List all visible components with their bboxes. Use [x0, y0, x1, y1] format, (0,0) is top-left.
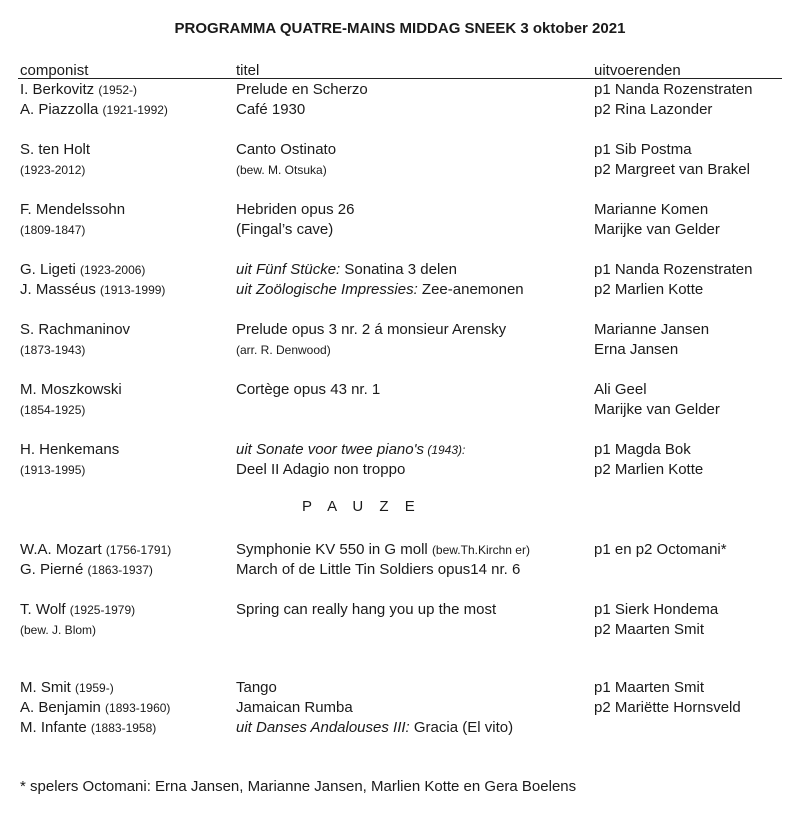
composer-line: [20, 380, 122, 400]
composer-name: G. Ligeti: [20, 261, 76, 278]
title-text: Prelude opus 3 nr. 2 á monsieur Arensky: [236, 321, 507, 338]
title-line: [236, 80, 368, 100]
composer-line: [20, 678, 170, 698]
title-text: Hebriden opus 26: [236, 201, 355, 218]
title-text: Cortège opus 43 nr. 1: [236, 381, 381, 398]
title-line: [236, 698, 513, 718]
composer-line: [20, 200, 125, 220]
composer-years: (1952-): [98, 83, 138, 97]
composer-line: [20, 460, 119, 480]
composer-line: [20, 220, 125, 240]
title-text: uit Fünf Stücke:: [236, 261, 341, 278]
composer-name: T. Wolf: [20, 601, 66, 618]
performers-cell: [594, 140, 750, 180]
performer-name: Marianne Komen: [594, 201, 709, 218]
performer-name: p2 Maarten Smit: [594, 621, 705, 638]
composer-name: W.A. Mozart: [20, 541, 102, 558]
performers-cell: [594, 260, 752, 300]
composer-cell: [20, 440, 119, 480]
composer-line: [20, 400, 122, 420]
title-line: [236, 440, 465, 460]
title-line: [236, 540, 530, 560]
title-text: Symphonie KV 550 in G moll: [236, 541, 432, 558]
composer-line: [20, 560, 171, 580]
composer-years: (1913-1999): [100, 283, 166, 297]
performer-name: p1 Maarten Smit: [594, 679, 705, 696]
title-text: (Fingal’s cave): [236, 221, 334, 238]
composer-line: [20, 280, 165, 300]
composer-cell: [20, 80, 168, 120]
performer-name: p2 Marlien Kotte: [594, 461, 704, 478]
title-line: [236, 620, 496, 640]
title-text: (bew. M. Otsuka): [236, 163, 327, 177]
title-cell: [236, 140, 336, 180]
performer-name: p1 Sib Postma: [594, 141, 692, 158]
performer-name: Marianne Jansen: [594, 321, 710, 338]
performer-name: Marijke van Gelder: [594, 401, 720, 418]
title-cell: [236, 440, 465, 480]
performers-cell: [594, 320, 709, 360]
title-line: [236, 340, 506, 360]
composer-line: [20, 80, 168, 100]
title-line: [236, 320, 506, 340]
composer-years: (1854-1925): [20, 403, 86, 417]
composer-years: (1923-2012): [20, 163, 86, 177]
performers-cell: [594, 540, 727, 560]
performer-name: p2 Mariëtte Hornsveld: [594, 699, 741, 716]
title-cell: [236, 540, 530, 580]
performers-cell: [594, 600, 718, 640]
title-cell: [236, 380, 380, 420]
performer-name: p1 Nanda Rozenstraten: [594, 261, 753, 278]
composer-cell: [20, 540, 171, 580]
composer-line: [20, 698, 170, 718]
title-text: uit Danses Andalouses III:: [236, 719, 410, 736]
performers-cell: [594, 200, 720, 240]
title-text: Canto Ostinato: [236, 141, 337, 158]
title-text: March of de Little Tin Soldiers opus14 nr. 6: [236, 561, 521, 578]
composer-name: A. Benjamin: [20, 699, 101, 716]
performer-name: Erna Jansen: [594, 341, 679, 358]
title-text: Spring can really hang you up the most: [236, 601, 497, 618]
composer-name: G. Pierné: [20, 561, 84, 578]
composer-years: (1959-): [75, 681, 114, 695]
title-cell: [236, 678, 513, 738]
composer-line: [20, 620, 135, 640]
title-text: uit Sonate voor twee piano's: [236, 441, 424, 458]
title-cell: [236, 80, 368, 120]
title-line: [236, 280, 524, 300]
composer-name: F. Mendelssohn: [20, 201, 126, 218]
composer-name: M. Smit: [20, 679, 71, 696]
composer-line: [20, 440, 119, 460]
title-text: (1943):: [423, 443, 466, 457]
performer-name: p1 en p2 Octomani*: [594, 541, 727, 558]
title-line: [236, 380, 380, 400]
title-cell: [236, 600, 496, 640]
composer-cell: [20, 260, 165, 300]
composer-name: I. Berkovitz: [20, 81, 95, 98]
title-text: Café 1930: [236, 101, 306, 118]
header-composer: componist: [20, 62, 89, 79]
performers-cell: [594, 80, 752, 120]
header-performers: uitvoerenden: [594, 62, 681, 79]
title-text: Prelude en Scherzo: [236, 81, 368, 98]
composer-line: [20, 718, 170, 738]
footnote: * spelers Octomani: Erna Jansen, Marianne Jansen, Marlien Kotte en Gera Boelens: [20, 778, 577, 795]
composer-years: (1893-1960): [105, 701, 171, 715]
title-line: [236, 400, 380, 420]
composer-years: (1925-1979): [69, 603, 136, 617]
title-line: [236, 678, 513, 698]
composer-name: M. Infante: [20, 719, 87, 736]
performers-cell: [594, 380, 720, 420]
composer-name: S. ten Holt: [20, 141, 91, 158]
page-title: PROGRAMMA QUATRE-MAINS MIDDAG SNEEK 3 oktober 2021: [174, 20, 626, 37]
composer-cell: [20, 320, 130, 360]
composer-years: (1873-1943): [20, 343, 86, 357]
composer-years: (1921-1992): [102, 103, 168, 117]
title-line: [236, 718, 513, 738]
performer-name: p2 Marlien Kotte: [594, 281, 704, 298]
composer-cell: [20, 678, 170, 738]
composer-name: A. Piazzolla: [20, 101, 99, 118]
composer-line: [20, 340, 130, 360]
title-text: Sonatina 3 delen: [340, 261, 457, 278]
title-text: Jamaican Rumba: [236, 699, 353, 716]
title-line: [236, 560, 530, 580]
title-line: [236, 460, 465, 480]
composer-name: J. Masséus: [20, 281, 96, 298]
pauze-label: P A U Z E: [302, 498, 421, 515]
composer-cell: [20, 600, 135, 640]
composer-years: (bew. J. Blom): [20, 623, 97, 637]
title-text: Zee-anemonen: [417, 281, 524, 298]
composer-years: (1809-1847): [20, 223, 86, 237]
performer-name: p1 Nanda Rozenstraten: [594, 81, 753, 98]
composer-cell: [20, 380, 122, 420]
composer-cell: [20, 140, 90, 180]
performers-cell: [594, 678, 741, 718]
performers-cell: [594, 440, 703, 480]
performer-name: p1 Sierk Hondema: [594, 601, 719, 618]
title-text: Tango: [236, 679, 277, 696]
composer-cell: [20, 200, 125, 240]
title-text: Deel II Adagio non troppo: [236, 461, 406, 478]
performer-name: p1 Magda Bok: [594, 441, 691, 458]
composer-line: [20, 160, 90, 180]
title-line: [236, 600, 496, 620]
title-text: (bew.Th.Kirchn er): [431, 543, 530, 557]
composer-years: (1863-1937): [87, 563, 153, 577]
composer-line: [20, 540, 171, 560]
composer-line: [20, 260, 165, 280]
composer-years: (1913-1995): [20, 463, 86, 477]
performer-name: p2 Rina Lazonder: [594, 101, 713, 118]
title-line: [236, 100, 368, 120]
title-line: [236, 140, 336, 160]
title-line: [236, 220, 354, 240]
title-text: Gracia (El vito): [409, 719, 514, 736]
composer-line: [20, 140, 90, 160]
composer-line: [20, 100, 168, 120]
title-cell: [236, 260, 524, 300]
title-text: (arr. R. Denwood): [236, 343, 331, 357]
title-cell: [236, 320, 506, 360]
composer-years: (1756-1791): [105, 543, 172, 557]
composer-line: [20, 600, 135, 620]
composer-name: H. Henkemans: [20, 441, 120, 458]
composer-line: [20, 320, 130, 340]
performer-name: p2 Margreet van Brakel: [594, 161, 750, 178]
title-line: [236, 260, 524, 280]
composer-years: (1883-1958): [90, 721, 157, 735]
composer-years: (1923-2006): [80, 263, 146, 277]
title-line: [236, 200, 354, 220]
composer-name: M. Moszkowski: [20, 381, 122, 398]
performer-name: Ali Geel: [594, 381, 647, 398]
header-divider: [18, 78, 782, 79]
title-text: uit Zoölogische Impressies:: [236, 281, 418, 298]
title-cell: [236, 200, 354, 240]
composer-name: S. Rachmaninov: [20, 321, 131, 338]
performer-name: Marijke van Gelder: [594, 221, 720, 238]
title-line: [236, 160, 336, 180]
header-title: titel: [236, 62, 260, 79]
